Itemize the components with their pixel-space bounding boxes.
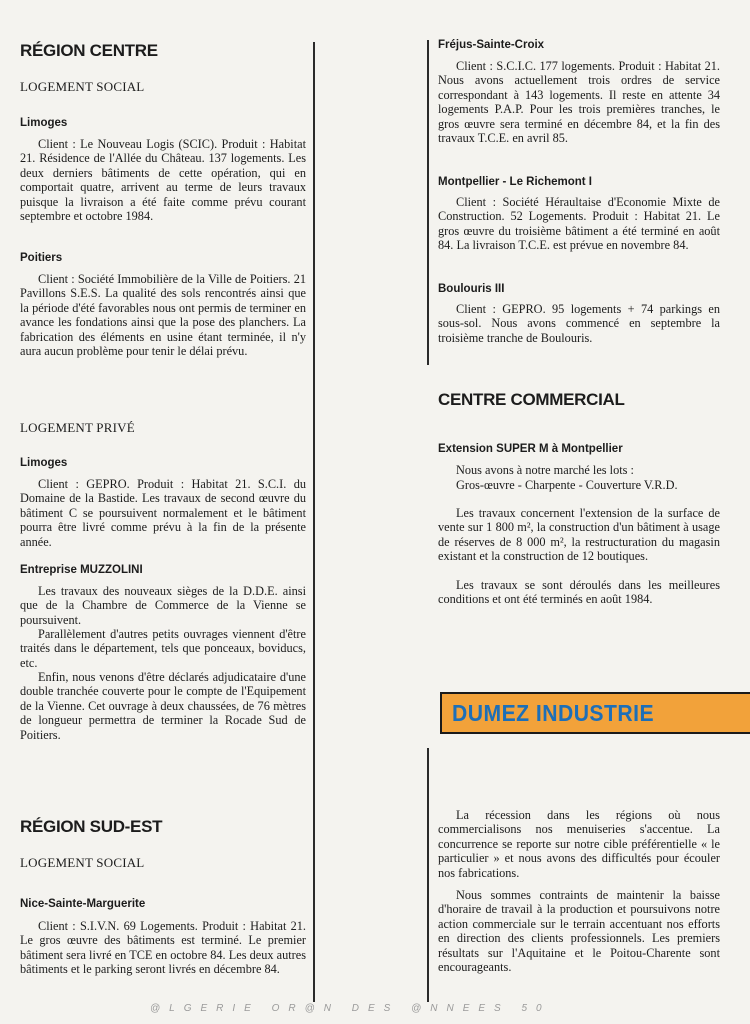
boulouris-paragraph: Client : GEPRO. 95 logements + 74 parkings en sous-sol. Nous avons commencé en septembre la troisième tranche de Boulouris. — [438, 302, 720, 345]
boulouris-location: Boulouris III — [438, 283, 505, 295]
montpellier-location: Montpellier - Le Richemont I — [438, 176, 592, 188]
frejus-location: Fréjus-Sainte-Croix — [438, 39, 545, 51]
dumez-industrie-paragraph-1: La récession dans les régions où nous commercialisons nos menuiseries s'accentue. La concurrence se reporte sur notre cible préférentielle « le particulier » et nous avons des difficultés pour écouler nos fabrications. — [438, 808, 720, 880]
muzzolini-paragraph-2: Parallèlement d'autres petits ouvrages viennent d'être traités dans le département, tels que ponceaux, boviducs, etc. — [20, 627, 306, 670]
centre-commercial-heading: CENTRE COMMERCIAL — [438, 390, 625, 409]
poitiers-paragraph: Client : Société Immobilière de la Ville de Poitiers. 21 Pavillons S.E.S. La qualité des sols rencontrés ainsi que la période d'été favorables nous ont permis de terminer en avance les fondations ainsi que la pose des planchers. La fabrication des éléments en usine étant terminée, il n'y aura aucun problème pour tenir le délai prévu. — [20, 272, 306, 359]
limoges-social-paragraph: Client : Le Nouveau Logis (SCIC). Produit : Habitat 21. Résidence de l'Allée du Château. 137 logements. Les deux derniers bâtiments de cette opération, qui en comportait quatre, arrivent au terme de leurs travaux puisque la livraison a été faite comme prévu courant septembre et octobre 1984. — [20, 137, 306, 224]
super-m-location: Extension SUPER M à Montpellier — [438, 443, 623, 455]
muzzolini-paragraph-3: Enfin, nous venons d'être déclarés adjudicataire d'une double tranchée couverte pour le compte de l'Equipement de la Vienne. Cet ouvrage à deux chaussées, de 76 mètres de longueur permettra de terminer la Rocade Sud de Poitiers. — [20, 670, 306, 742]
montpellier-paragraph: Client : Société Héraultaise d'Economie Mixte de Construction. 52 Logements. Produit : Habitat 21. Le gros œuvre du troisième bâtiment a été terminé en août 84. La livraison T.C.E. est prévue en novembre 84. — [438, 195, 720, 253]
dumez-industrie-paragraph-2: Nous sommes contraints de maintenir la baisse d'horaire de travail à la production et poursuivons notre action commerciale sur le terrain accentuant nos efforts en direction des clients professionnels. Les premiers résultats sur l'Aquitaine et le Poitou-Charente sont encourageants. — [438, 888, 720, 975]
column-divider-left — [313, 42, 315, 1002]
muzzolini-location: Entreprise MUZZOLINI — [20, 564, 143, 576]
dumez-industrie-banner — [440, 692, 750, 734]
logement-prive-subheading: LOGEMENT PRIVÉ — [20, 420, 135, 435]
super-m-paragraph-2: Gros-œuvre - Charpente - Couverture V.R.D. — [456, 478, 678, 492]
footer-watermark: @LGERIE OR@N DES @NNEES 50 — [150, 1003, 551, 1014]
nice-paragraph: Client : S.I.V.N. 69 Logements. Produit : Habitat 21. Le gros œuvre des bâtiments est terminé. Le premier bâtiment sera livré en TCE en octobre 84. Les deux autres bâtiments et le parking seront livrés en décembre 84. — [20, 919, 306, 977]
region-sud-est-heading: RÉGION SUD-EST — [20, 817, 163, 836]
poitiers-location: Poitiers — [20, 252, 63, 264]
limoges-prive-paragraph: Client : GEPRO. Produit : Habitat 21. S.C.I. du Domaine de la Bastide. Les travaux de second œuvre du bâtiment C se poursuivent normalement et le bâtiment pourra être livré comme prévu à la fin de la présente année. — [20, 477, 306, 549]
frejus-paragraph: Client : S.C.I.C. 177 logements. Produit : Habitat 21. Nous avons actuellement trois ordres de service correspondant à 143 logements. Il reste en attente 34 logements P.A.P. Pour les trois premières tranches, le gros œuvre sera terminé en décembre 84, et la fin des travaux T.C.E. en avril 85. — [438, 59, 720, 146]
column-divider-right-top — [427, 40, 429, 365]
limoges-social-location: Limoges — [20, 117, 68, 129]
nice-location: Nice-Sainte-Marguerite — [20, 898, 146, 910]
super-m-paragraph-1: Nous avons à notre marché les lots : — [456, 463, 634, 477]
muzzolini-paragraph-1: Les travaux des nouveaux sièges de la D.D.E. ainsi que de la Chambre de Commerce de la Vienne se poursuivent. — [20, 584, 306, 627]
super-m-paragraph-4: Les travaux se sont déroulés dans les meilleures conditions et ont été terminés en août 1984. — [438, 578, 720, 607]
limoges-prive-location: Limoges — [20, 457, 68, 469]
sudest-logement-social-subheading: LOGEMENT SOCIAL — [20, 855, 145, 870]
column-divider-right-bottom — [427, 748, 429, 1002]
dumez-industrie-banner-title: DUMEZ INDUSTRIE — [452, 700, 655, 726]
region-centre-heading: RÉGION CENTRE — [20, 41, 158, 60]
centre-logement-social-subheading: LOGEMENT SOCIAL — [20, 79, 145, 94]
super-m-paragraph-3: Les travaux concernent l'extension de la surface de vente sur 1 800 m², la construction d'un bâtiment à usage de réserves de 8 000 m², la restructuration du magasin existant et la construction de 12 boutiques. — [438, 506, 720, 564]
